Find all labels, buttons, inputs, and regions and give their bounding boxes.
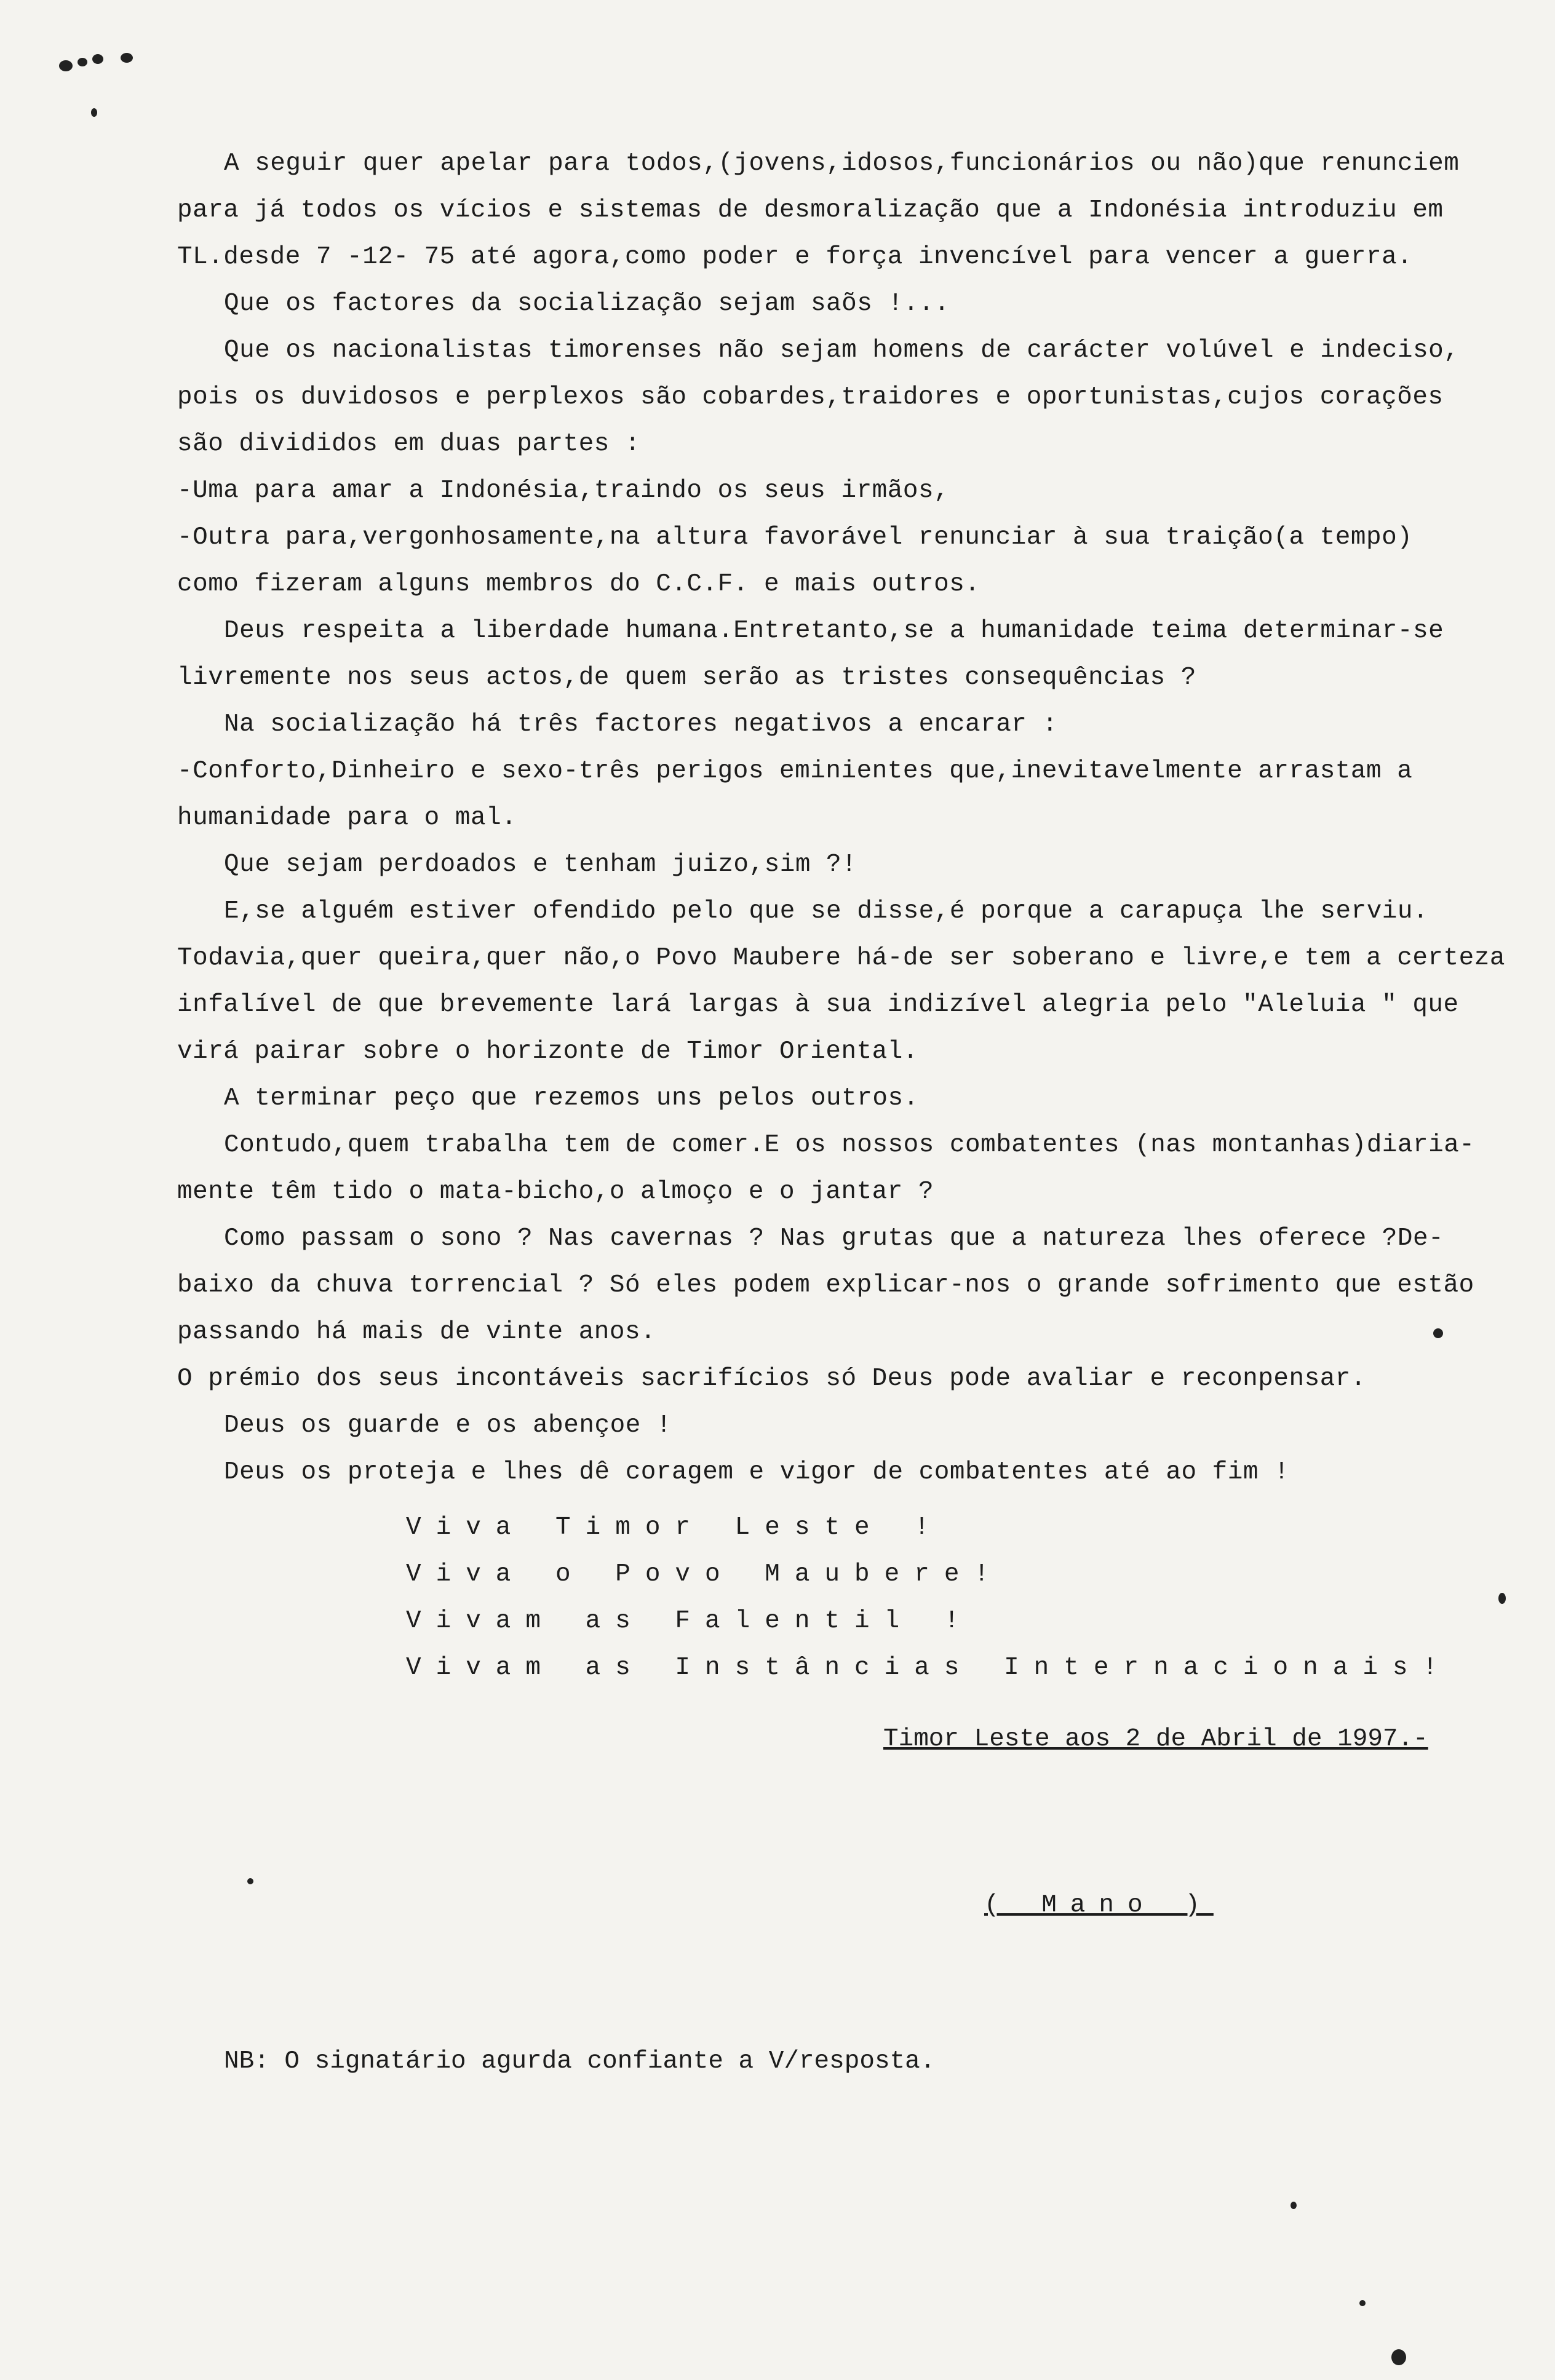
paragraph-line: Deus os guarde e os abençoe ! <box>224 1411 672 1440</box>
viva-line-2: Viva o Povo Maubere! <box>406 1560 1004 1589</box>
paragraph <box>177 608 1444 701</box>
paragraph-line: TL.desde 7 -12- 75 até agora,como poder e força invencível para vencer a guerra. <box>177 243 1413 271</box>
paragraph-line: Todavia,quer queira,quer não,o Povo Maubere há-de ser soberano e livre,e tem a certeza <box>177 944 1505 972</box>
scan-speck <box>1359 2300 1366 2306</box>
paragraph-line: Que sejam perdoados e tenham juizo,sim ?! <box>224 851 857 879</box>
paragraph <box>177 701 1058 748</box>
paragraph <box>177 514 1412 608</box>
scan-speck <box>1433 1328 1443 1338</box>
paragraph-line: Deus os proteja e lhes dê coragem e vigor de combatentes até ao fim ! <box>224 1458 1290 1486</box>
viva-line-1: Viva Timor Leste ! <box>406 1513 944 1542</box>
paragraph <box>177 888 1505 1075</box>
paragraph-line: livremente nos seus actos,de quem serão as tristes consequências ? <box>177 664 1196 692</box>
viva-line-4: Vivam as Instâncias Internacionais! <box>406 1654 1453 1682</box>
paragraph <box>177 140 1459 280</box>
paragraph-line: pois os duvidosos e perplexos são cobardes,traidores e oportunistas,cujos corações <box>177 383 1444 411</box>
scan-speck <box>91 108 97 117</box>
scan-speck <box>1391 2349 1406 2365</box>
paragraph <box>177 1122 1474 1215</box>
nb-note: NB: O signatário agurda confiante a V/resposta. <box>224 2047 936 2076</box>
paragraph-line: são divididos em duas partes : <box>177 430 641 458</box>
paragraph-line: como fizeram alguns membros do C.C.F. e mais outros. <box>177 570 980 598</box>
scan-speck <box>92 54 103 64</box>
paragraph-line: baixo da chuva torrencial ? Só eles podem explicar-nos o grande sofrimento que estão <box>177 1271 1474 1299</box>
paragraph <box>177 748 1412 841</box>
paragraph-line: Deus respeita a liberdade humana.Entretanto,se a humanidade teima determinar-se <box>224 617 1444 645</box>
paragraph-line: para já todos os vícios e sistemas de desmoralização que a Indonésia introduziu em <box>177 196 1444 224</box>
paragraph <box>177 467 949 514</box>
paragraph <box>177 1449 1289 1496</box>
paragraph <box>177 1215 1474 1355</box>
paragraph-line: Na socialização há três factores negativos a encarar : <box>224 710 1058 739</box>
paragraph-line: virá pairar sobre o horizonte de Timor Oriental. <box>177 1037 918 1066</box>
paragraph-line: E,se alguém estiver ofendido pelo que se disse,é porque a carapuça lhe serviu. <box>224 897 1429 926</box>
paragraph-line: O prémio dos seus incontáveis sacrifícios só Deus pode avaliar e reconpensar. <box>177 1365 1367 1393</box>
paragraph-line: A terminar peço que rezemos uns pelos outros. <box>224 1084 919 1113</box>
signature: ( Mano ) <box>984 1891 1214 1919</box>
paragraph <box>177 280 950 327</box>
paragraph-line: passando há mais de vinte anos. <box>177 1318 656 1346</box>
paragraph <box>177 327 1459 467</box>
paragraph <box>177 1355 1366 1402</box>
scan-speck <box>78 58 87 66</box>
paragraph-line: Que os nacionalistas timorenses não sejam homens de carácter volúvel e indeciso, <box>224 336 1460 365</box>
paragraph-line: -Conforto,Dinheiro e sexo-três perigos eminientes que,inevitavelmente arrastam a <box>177 757 1413 785</box>
paragraph <box>177 841 857 888</box>
scan-speck <box>59 60 73 71</box>
scan-speck <box>1291 2202 1297 2209</box>
paragraph-line: A seguir quer apelar para todos,(jovens,idosos,funcionários ou não)que renunciem <box>224 149 1460 178</box>
paragraph-line: Contudo,quem trabalha tem de comer.E os nossos combatentes (nas montanhas)diaria- <box>224 1131 1475 1159</box>
paragraph-line: humanidade para o mal. <box>177 804 517 832</box>
scan-speck <box>121 53 133 63</box>
dateline: Timor Leste aos 2 de Abril de 1997.- <box>883 1725 1428 1753</box>
viva-line-3: Vivam as Falentil ! <box>406 1607 974 1635</box>
paragraph-line: -Outra para,vergonhosamente,na altura favorável renunciar à sua traição(a tempo) <box>177 523 1413 552</box>
paragraph-line: mente têm tido o mata-bicho,o almoço e o jantar ? <box>177 1178 934 1206</box>
scan-speck <box>247 1878 253 1884</box>
paragraph <box>177 1402 672 1449</box>
scan-speck <box>1498 1593 1506 1604</box>
paragraph <box>177 1075 919 1122</box>
paragraph-line: Que os factores da socialização sejam saõs !... <box>224 290 950 318</box>
paragraph-line: Como passam o sono ? Nas cavernas ? Nas grutas que a natureza lhes oferece ?De- <box>224 1224 1444 1253</box>
paragraph-line: -Uma para amar a Indonésia,traindo os seus irmãos, <box>177 477 950 505</box>
paragraph-line: infalível de que brevemente lará largas à sua indizível alegria pelo "Aleluia " que <box>177 991 1459 1019</box>
